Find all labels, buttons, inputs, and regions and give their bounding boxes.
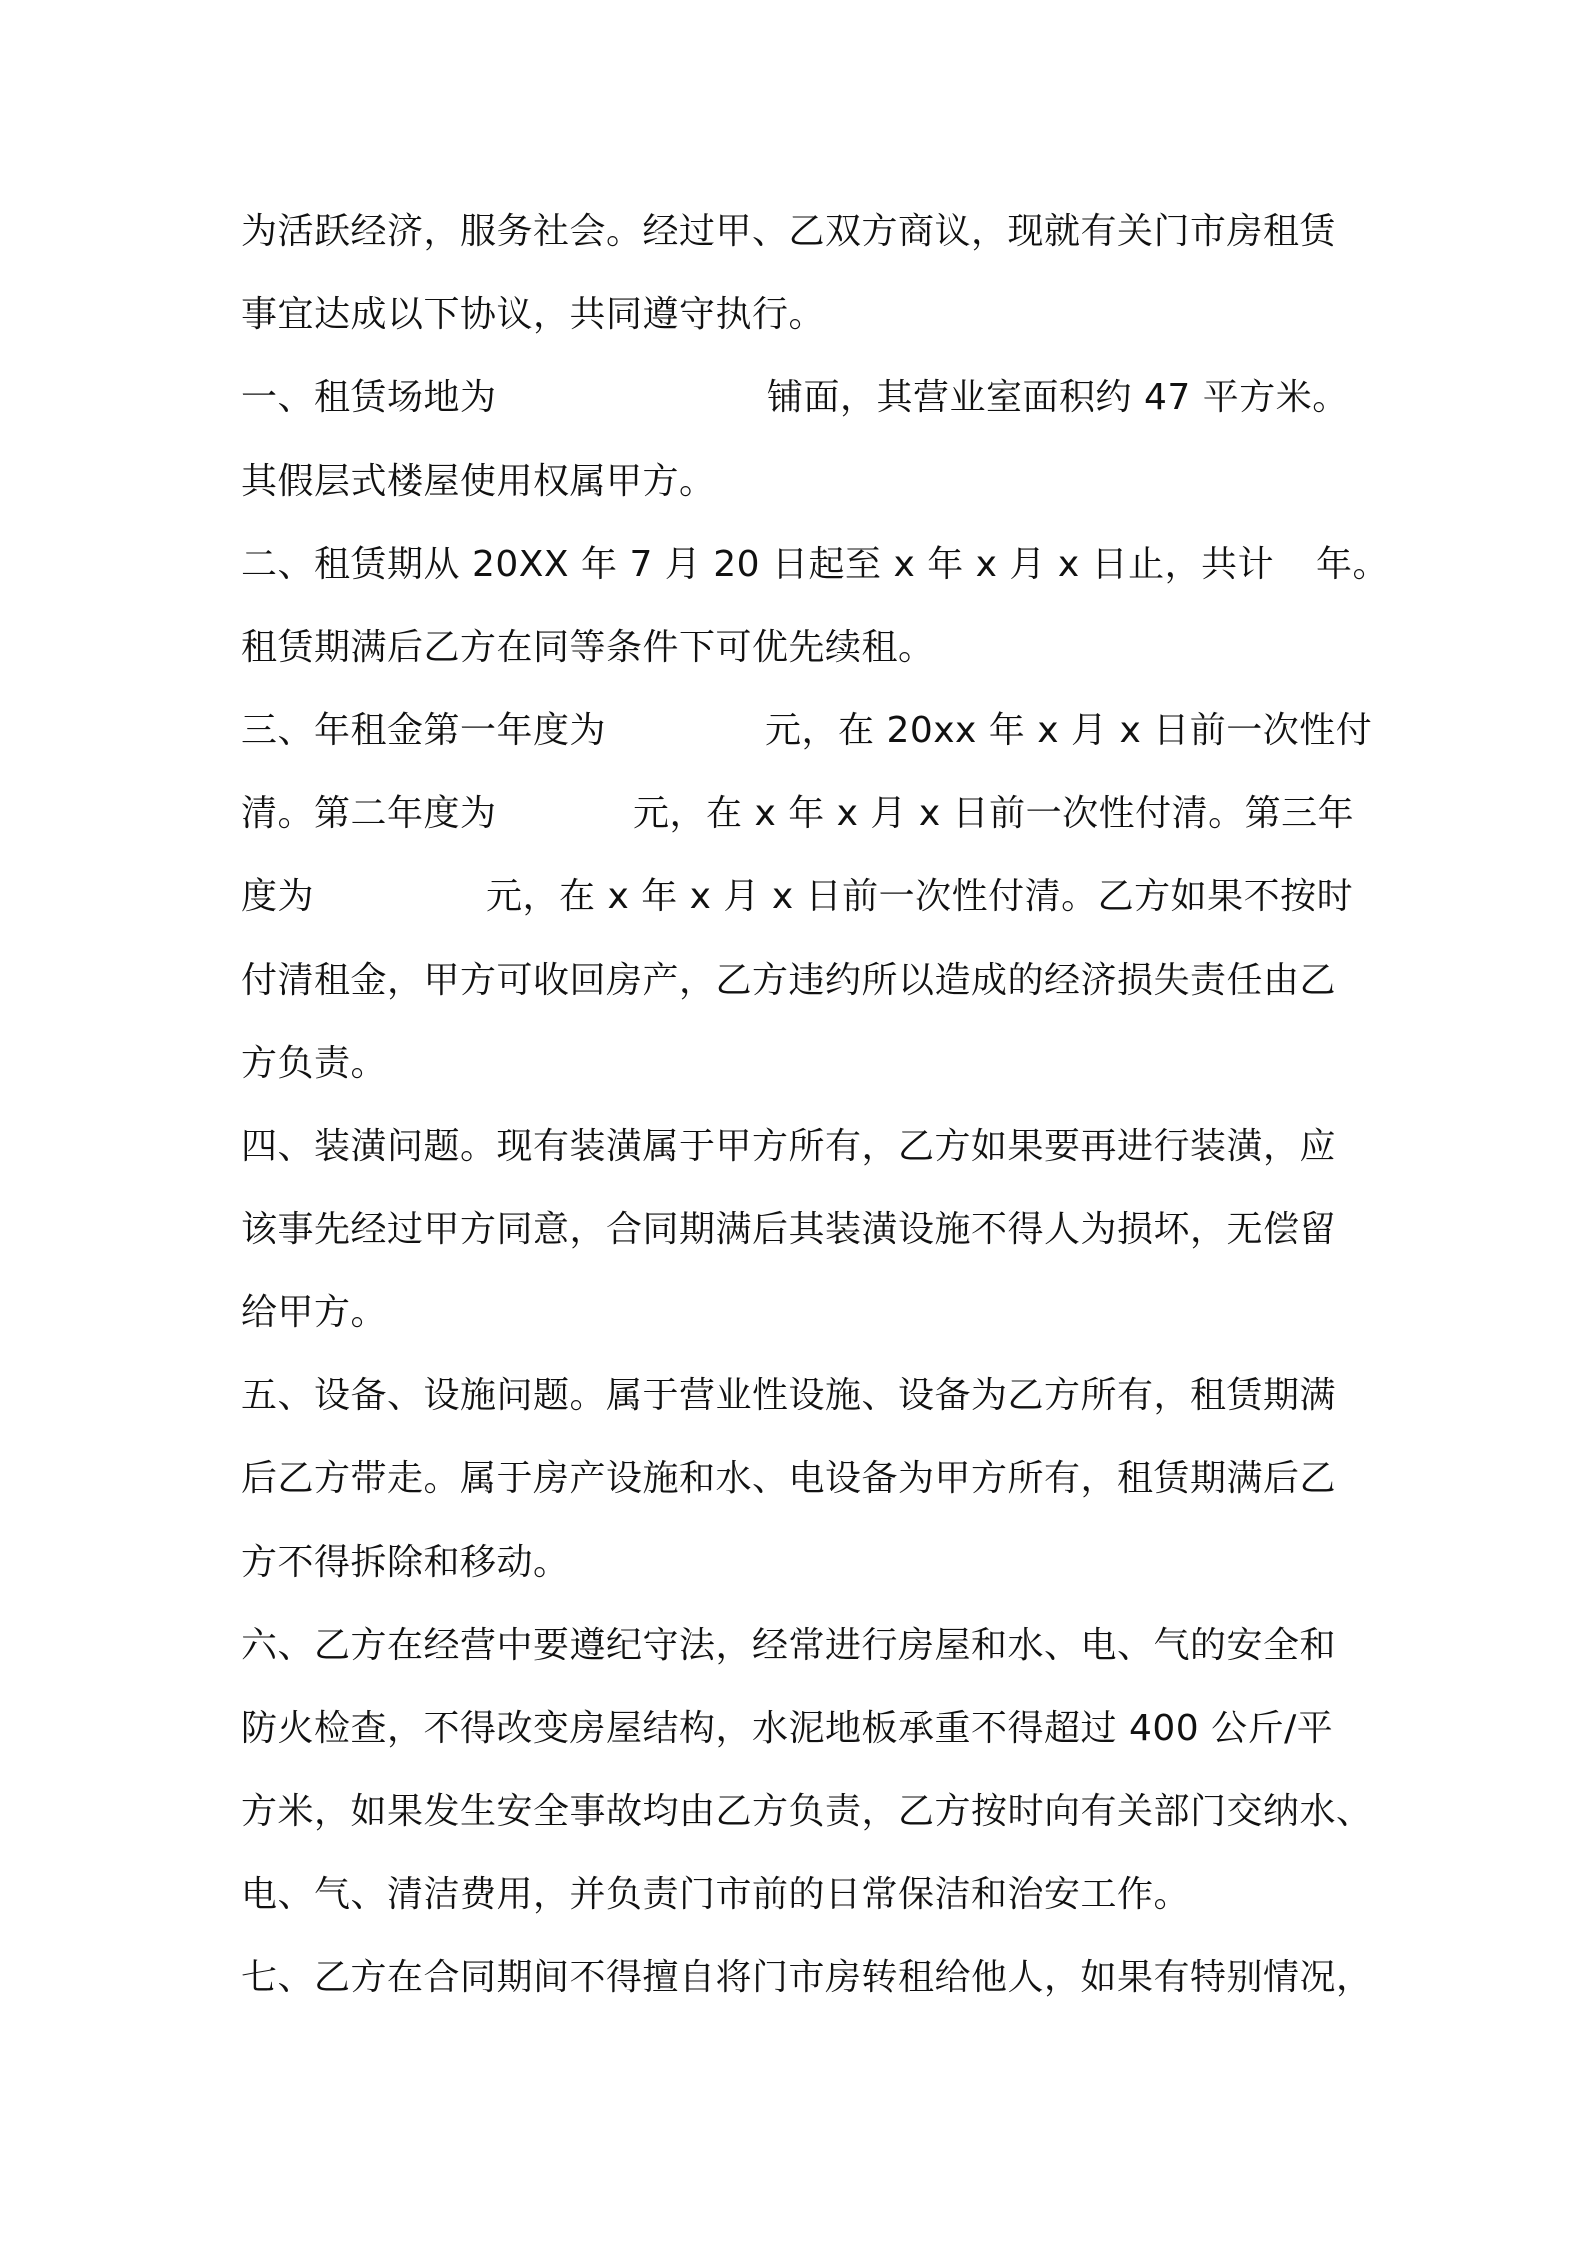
clause-3-line-3-start: 度为 (241, 876, 315, 917)
clause-5-line-1: 五、设备、设施问题。属于营业性设施、设备为乙方所有，租赁期满 (241, 1375, 1337, 1416)
clause-3-line-2 (241, 790, 1361, 838)
clause-3-line-4: 付清租金，甲方可收回房产，乙方违约所以造成的经济损失责任由乙 (241, 960, 1337, 1001)
clause-3-line-2-end: 元，在 x 年 x 月 x 日前一次性付清。第三年 (633, 793, 1355, 834)
intro-line-1: 为活跃经济，服务社会。经过甲、乙双方商议，现就有关门市房租赁 (241, 211, 1337, 252)
clause-4-line-1: 四、装潢问题。现有装潢属于甲方所有，乙方如果要再进行装潢，应 (241, 1126, 1337, 1167)
clause-6-line-2: 防火检查，不得改变房屋结构，水泥地板承重不得超过 400 公斤/平 (241, 1708, 1334, 1749)
clause-2-line-1-start: 二、租赁期从 20XX 年 7 月 20 日起至 x 年 x 月 x 日止，共计 (241, 544, 1275, 585)
intro-line-2: 事宜达成以下协议，共同遵守执行。 (241, 294, 826, 335)
clause-3-line-1-end: 元，在 20xx 年 x 月 x 日前一次性付 (765, 710, 1373, 751)
clause-2-line-1 (241, 541, 1390, 589)
clause-3-line-1 (241, 707, 1373, 755)
clause-3-line-3-end: 元，在 x 年 x 月 x 日前一次性付清。乙方如果不按时 (486, 876, 1354, 917)
clause-1-line-1 (241, 374, 1361, 422)
clause-5-line-2: 后乙方带走。属于房产设施和水、电设备为甲方所有，租赁期满后乙 (241, 1458, 1337, 1499)
clause-2-line-2: 租赁期满后乙方在同等条件下可优先续租。 (241, 627, 935, 668)
clause-1-line-1-start: 一、租赁场地为 (241, 377, 497, 418)
clause-6-line-4: 电、气、清洁费用，并负责门市前的日常保洁和治安工作。 (241, 1874, 1191, 1915)
clause-3-line-2-start: 清。第二年度为 (241, 793, 497, 834)
clause-3-line-5: 方负责。 (241, 1043, 388, 1084)
clause-5-line-3: 方不得拆除和移动。 (241, 1542, 570, 1583)
clause-2-line-1-end: 年。 (1316, 544, 1390, 585)
clause-6-line-3: 方米，如果发生安全事故均由乙方负责，乙方按时向有关部门交纳水、 (241, 1791, 1373, 1832)
clause-3-line-1-start: 三、年租金第一年度为 (241, 710, 607, 751)
clause-1-line-1-end: 铺面，其营业室面积约 47 平方米。 (767, 377, 1349, 418)
clause-4-line-3: 给甲方。 (241, 1292, 388, 1333)
clause-1-line-2: 其假层式楼屋使用权属甲方。 (241, 461, 716, 502)
clause-3-line-3 (241, 873, 1361, 921)
clause-6-line-1: 六、乙方在经营中要遵纪守法，经常进行房屋和水、电、气的安全和 (241, 1625, 1337, 1666)
clause-4-line-2: 该事先经过甲方同意，合同期满后其装潢设施不得人为损坏，无偿留 (241, 1209, 1337, 1250)
clause-7-line-1: 七、乙方在合同期间不得擅自将门市房转租给他人，如果有特别情况， (241, 1957, 1373, 1998)
